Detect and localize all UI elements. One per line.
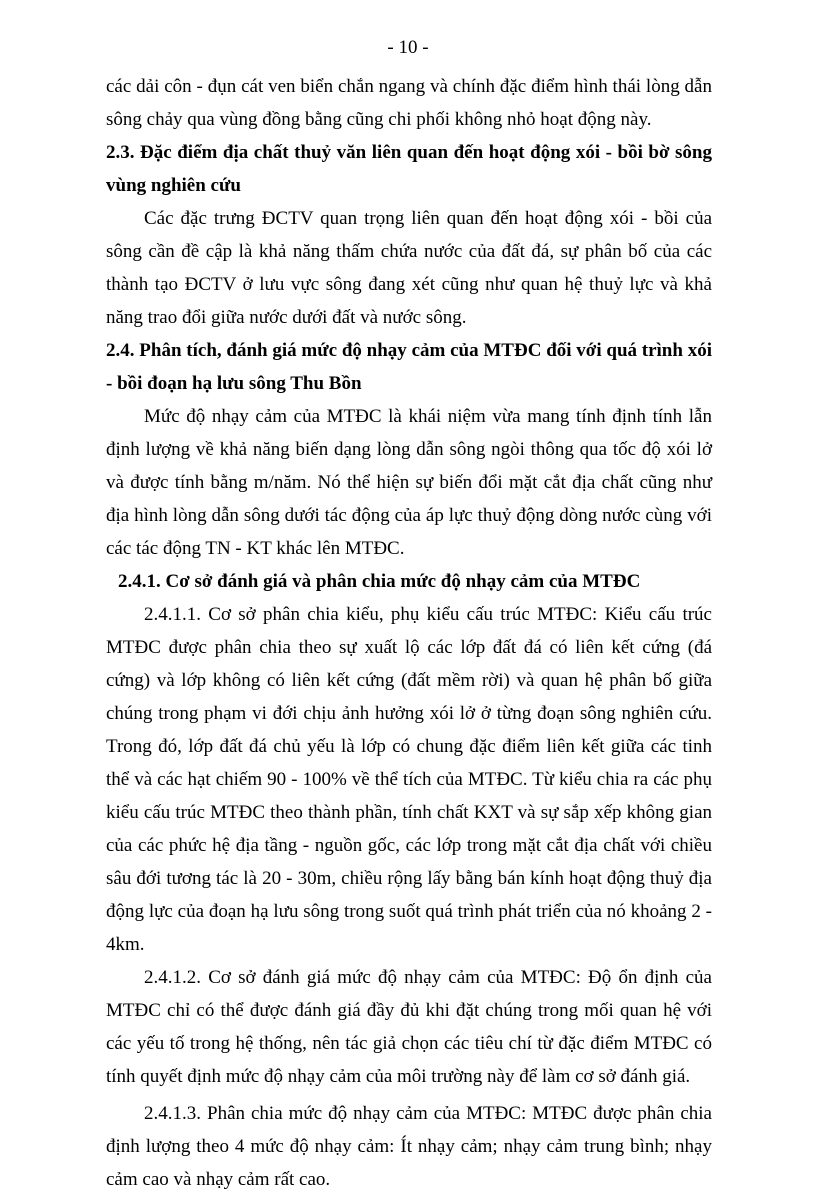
paragraph-2-3: Các đặc trưng ĐCTV quan trọng liên quan đến hoạt động xói - bồi của sông cần đề cập là khả năng thấm chứa nước của đất đá, sự phân bố của các thành tạo ĐCTV ở lưu vực sông đang xét cũng như quan hệ thuỷ lực và khả năng trao đổi giữa nước dưới đất và nước sông.: [106, 208, 712, 328]
heading-2-4-1: 2.4.1. Cơ sở đánh giá và phân chia mức độ nhạy cảm của MTĐC: [118, 571, 641, 592]
paragraph-2-4-1-2: 2.4.1.2. Cơ sở đánh giá mức độ nhạy cảm của MTĐC: Độ ổn định của MTĐC chỉ có thể được đánh giá đầy đủ khi đặt chúng trong mối quan hệ với các yếu tố trong hệ thống, nên tác giả chọn các tiêu chí từ đặc điểm MTĐC có tính quyết định mức độ nhạy cảm của môi trường này để làm cơ sở đánh giá.: [106, 967, 712, 1087]
heading-2-3: 2.3. Đặc điểm địa chất thuỷ văn liên quan đến hoạt động xói - bồi bờ sông vùng nghiên cứu: [106, 142, 712, 196]
paragraph-2-4: Mức độ nhạy cảm của MTĐC là khái niệm vừa mang tính định tính lẫn định lượng về khả năng biến dạng lòng dẫn sông ngòi thông qua tốc độ xói lở và được tính bằng m/năm. Nó thể hiện sự biến đổi mặt cắt địa chất cũng như địa hình lòng dẫn sông dưới tác động của áp lực thuỷ động dòng nước cùng với các tác động TN - KT khác lên MTĐC.: [106, 406, 712, 559]
page-content: [106, 70, 712, 1196]
intro-paragraph: các dải côn - đụn cát ven biển chắn ngang và chính đặc điểm hình thái lòng dẫn sông chảy qua vùng đồng bằng cũng chi phối không nhỏ hoạt động này.: [106, 76, 712, 130]
paragraph-2-4-1-1: 2.4.1.1. Cơ sở phân chia kiểu, phụ kiểu cấu trúc MTĐC: Kiểu cấu trúc MTĐC được phân chia theo sự xuất lộ các lớp đất đá có liên kết cứng (đá cứng) và lớp không có liên kết cứng (đất mềm rời) và quan hệ phân bố giữa chúng trong phạm vi đới chịu ảnh hưởng xói lở ở từng đoạn sông nghiên cứu. Trong đó, lớp đất đá chủ yếu là lớp có chung đặc điểm liên kết giữa các tinh thể và các hạt chiếm 90 - 100% về thể tích của MTĐC. Từ kiểu chia ra các phụ kiểu cấu trúc MTĐC theo thành phần, tính chất KXT và sự sắp xếp không gian của các phức hệ địa tầng - nguồn gốc, các lớp trong mặt cắt địa chất với chiều sâu đới tương tác là 20 - 30m, chiều rộng lấy bằng bán kính hoạt động thuỷ địa động lực của đoạn hạ lưu sông trong suốt quá trình phát triển của nó khoảng 2 - 4km.: [106, 604, 712, 955]
page-number: - 10 -: [387, 37, 429, 58]
paragraph-2-4-1-3: 2.4.1.3. Phân chia mức độ nhạy cảm của MTĐC: MTĐC được phân chia định lượng theo 4 mức độ nhạy cảm: Ít nhạy cảm; nhạy cảm trung bình; nhạy cảm cao và nhạy cảm rất cao.: [106, 1103, 712, 1190]
heading-2-4: 2.4. Phân tích, đánh giá mức độ nhạy cảm của MTĐC đối với quá trình xói - bồi đoạn hạ lưu sông Thu Bồn: [106, 340, 712, 394]
